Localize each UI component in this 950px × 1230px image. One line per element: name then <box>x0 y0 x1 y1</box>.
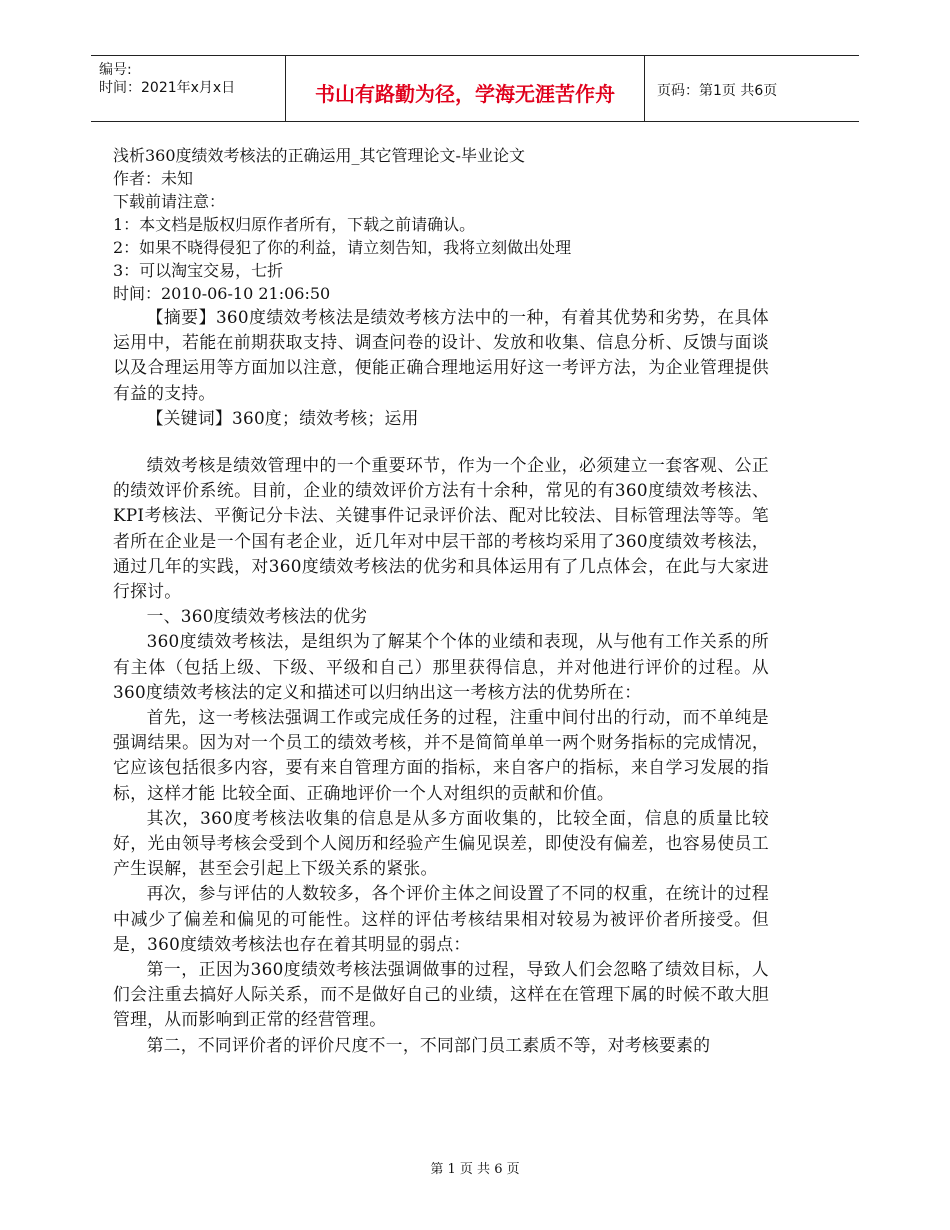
article-title: 浅析360度绩效考核法的正确运用_其它管理论文-毕业论文 <box>113 146 525 165</box>
article-body <box>113 144 769 1058</box>
body-paragraph: 再次，参与评估的人数较多，各个评价主体之间设置了不同的权重，在统计的过程中减少了偏差和偏见的可能性。这样的评估考核结果相对较易为被评价者所接受。但是，360度绩效考核法也存在着其明显的弱点： <box>113 883 769 954</box>
notice-item: 3：可以淘宝交易，七折 <box>113 261 284 280</box>
body-paragraph: 第一，正因为360度绩效考核法强调做事的过程，导致人们会忽略了绩效目标，人们会注重去搞好人际关系，而不是做好自己的业绩，这样在在管理下属的时候不敢大胆管理，从而影响到正常的经营管理。 <box>113 959 769 1030</box>
notice-item: 1：本文档是版权归原作者所有，下载之前请确认。 <box>113 215 476 234</box>
section-heading: 一、360度绩效考核法的优劣 <box>146 606 368 627</box>
body-paragraph: 绩效考核是绩效管理中的一个重要环节，作为一个企业，必须建立一套客观、公正的绩效评价系统。目前，企业的绩效评价方法有十余种，常见的有360度绩效考核法、KPI考核法、平衡记分卡法、关键事件记录评价法、配对比较法、目标管理法等等。笔者所在企业是一个国有老企业，近几年对中层干部的考核均采用了360度绩效考核法，通过几年的实践，对360度绩效考核法的优劣和具体运用有了几点体会，在此与大家进行探讨。 <box>113 455 769 602</box>
header-page-cell <box>645 56 859 121</box>
keywords-paragraph: 【关键词】360度；绩效考核；运用 <box>146 407 419 428</box>
header-page-info: 页码：第1页 共6页 <box>657 83 778 99</box>
header-motto-cell <box>285 56 645 121</box>
header-meta <box>91 56 285 121</box>
body-paragraph: 首先，这一考核法强调工作或完成任务的过程，注重中间付出的行动，而不单纯是强调结果。因为对一个员工的绩效考核，并不是简简单单一两个财务指标的完成情况，它应该包括很多内容，要有来自管理方面的指标，来自客户的指标，来自学习发展的指标，这样才能 比较全面、正确地评价一个人对组织的贡献和价值。 <box>113 707 769 803</box>
body-paragraph: 360度绩效考核法，是组织为了解某个个体的业绩和表现，从与他有工作关系的所有主体（包括上级、下级、平级和自己）那里获得信息，并对他进行评价的过程。从360度绩效考核法的定义和描述可以归纳出这一考核方法的优势所在： <box>113 631 769 702</box>
article-time: 时间：2010-06-10 21:06:50 <box>113 284 331 303</box>
body-paragraph: 其次，360度考核法收集的信息是从多方面收集的，比较全面，信息的质量比较好，光由领导考核会受到个人阅历和经验产生偏见误差，即使没有偏差，也容易使员工产生误解，甚至会引起上下级关系的紧张。 <box>113 807 769 879</box>
download-notice: 下载前请注意： <box>113 192 226 211</box>
paragraph-spacer <box>113 431 769 453</box>
body-paragraph: 第二，不同评价者的评价尺度不一，不同部门员工素质不等，对考核要素的 <box>146 1034 711 1055</box>
abstract-paragraph: 【摘要】360度绩效考核法是绩效考核方法中的一种，有着其优势和劣势，在具体运用中，若能在前期获取支持、调查问卷的设计、发放和收集、信息分析、反馈与面谈以及合理运用等方面加以注意，便能正确合理地运用好这一考评方法，为企业管理提供有益的支持。 <box>113 307 769 403</box>
document-number-label: 编号: <box>99 62 132 78</box>
document-time-label: 时间：2021年x月x日 <box>99 80 236 96</box>
motto-text: 书山有路勤为径，学海无涯苦作舟 <box>315 82 615 106</box>
notice-item: 2：如果不晓得侵犯了你的利益，请立刻告知，我将立刻做出处理 <box>113 238 572 257</box>
page-footer: 第 1 页 共 6 页 <box>430 1162 520 1177</box>
article-author: 作者：未知 <box>113 169 194 188</box>
page-header <box>91 55 859 122</box>
